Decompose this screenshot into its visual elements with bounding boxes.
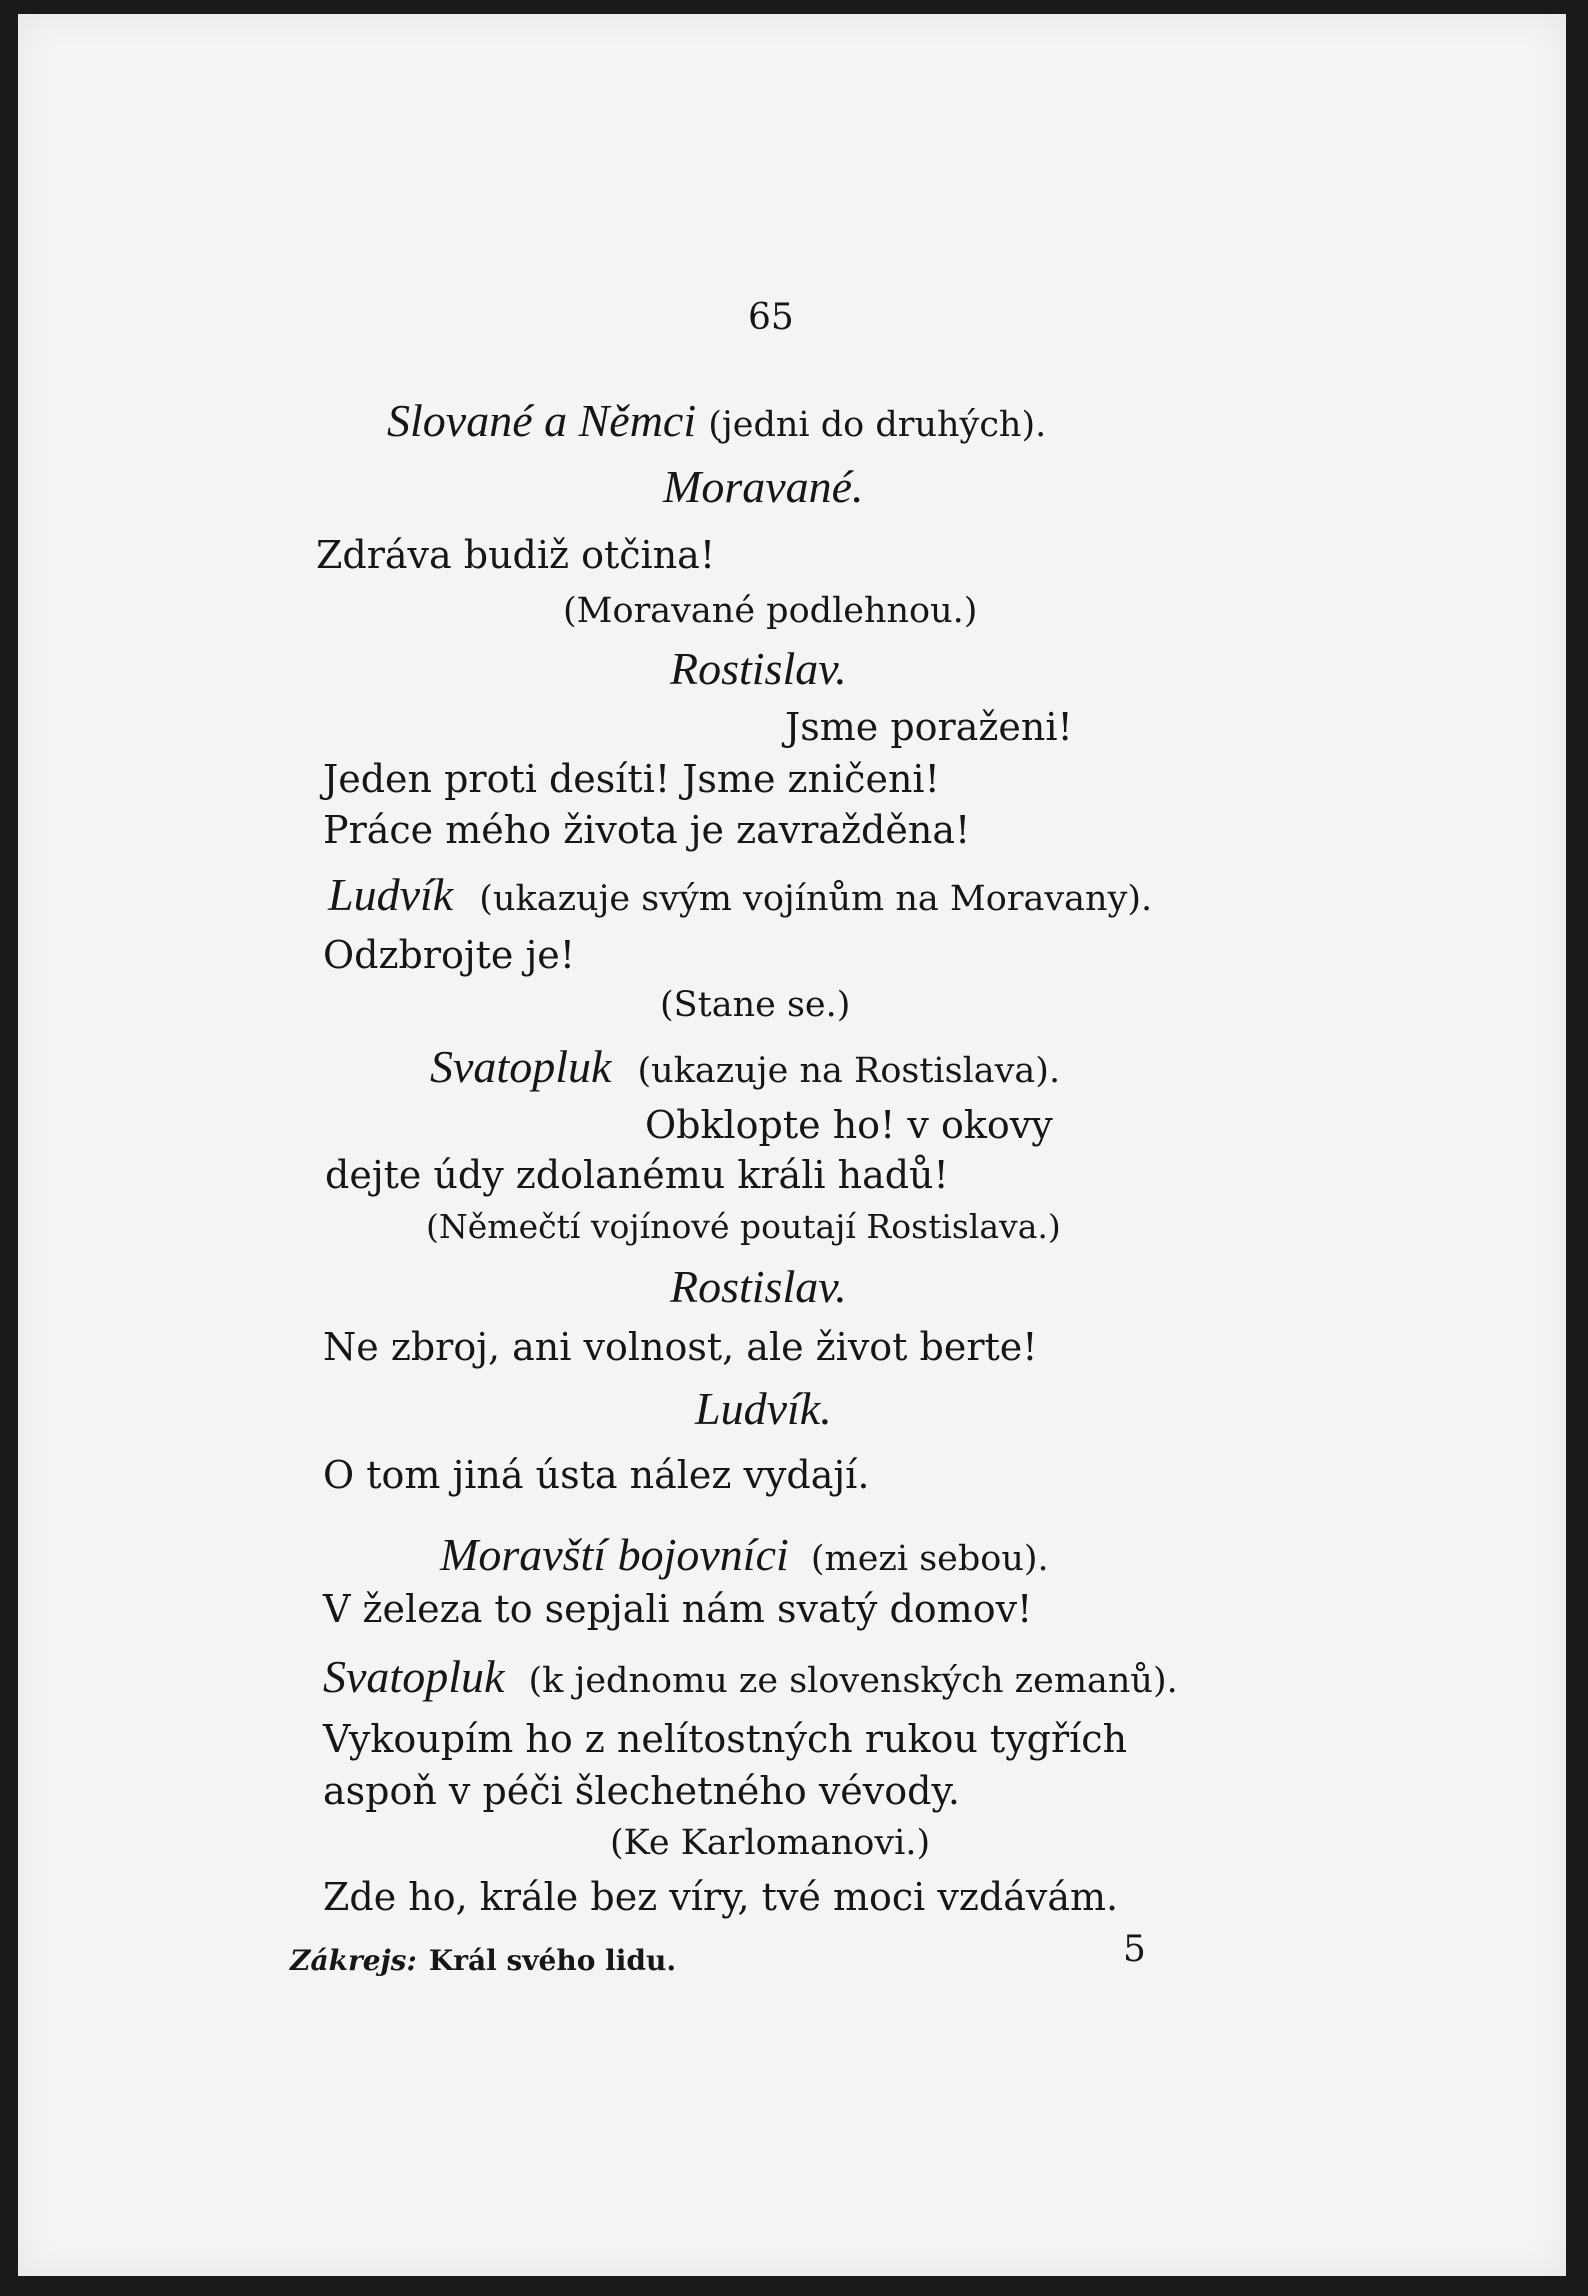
stage-direction: (Stane se.) bbox=[660, 985, 851, 1025]
speaker-name: Svatopluk bbox=[323, 1651, 505, 1702]
verse-line: dejte údy zdolanému králi hadů! bbox=[325, 1153, 949, 1197]
book-page bbox=[18, 14, 1566, 2276]
speaker-name: Moravští bojovníci bbox=[440, 1529, 789, 1580]
speaker-name: Ludvík bbox=[328, 869, 454, 920]
verse-line: Zde ho, krále bez víry, tvé moci vzdávám. bbox=[323, 1875, 1119, 1919]
verse-line: Zdráva budiž otčina! bbox=[316, 533, 716, 577]
speaker-name: Rostislav. bbox=[670, 643, 847, 694]
speaker-line bbox=[387, 395, 1047, 446]
stage-direction: (Ke Karlomanovi.) bbox=[610, 1823, 931, 1863]
page-footer bbox=[290, 1938, 676, 1976]
verse-line: Obklopte ho! v okovy bbox=[645, 1103, 1053, 1147]
footer-author: Zákrejs: bbox=[290, 1944, 417, 1977]
speaker-name: Rostislav. bbox=[670, 1261, 847, 1312]
verse-line: Práce mého života je zavražděna! bbox=[323, 808, 971, 852]
speaker-line bbox=[323, 1651, 1178, 1702]
speaker-name: Ludvík. bbox=[695, 1383, 832, 1434]
stage-direction: (ukazuje na Rostislava). bbox=[637, 1051, 1061, 1091]
stage-direction: (Moravané podlehnou.) bbox=[563, 591, 978, 631]
verse-line: O tom jiná ústa nález vydají. bbox=[323, 1453, 870, 1497]
verse-line: Jsme poraženi! bbox=[785, 705, 1073, 749]
speaker-line bbox=[430, 1041, 1061, 1092]
stage-direction: (ukazuje svým vojínům na Moravany). bbox=[479, 879, 1153, 919]
page-number: 65 bbox=[748, 297, 794, 338]
speaker-name: Slované a Němci bbox=[387, 395, 697, 446]
stage-direction: (k jednomu ze slovenských zemanů). bbox=[528, 1661, 1178, 1701]
speaker-heading bbox=[695, 1383, 832, 1434]
sheet-signature-number: 5 bbox=[1123, 1929, 1146, 1970]
speaker-heading bbox=[670, 1261, 847, 1312]
verse-line: Vykoupím ho z nelítostných rukou tygřích bbox=[323, 1717, 1128, 1761]
speaker-heading bbox=[663, 461, 864, 512]
verse-line: Odzbrojte je! bbox=[323, 933, 576, 977]
stage-direction: (mezi sebou). bbox=[810, 1539, 1049, 1579]
speaker-name: Moravané. bbox=[663, 461, 864, 512]
verse-line: Ne zbroj, ani volnost, ale život berte! bbox=[323, 1325, 1038, 1369]
speaker-line bbox=[440, 1529, 1049, 1580]
verse-line: aspoň v péči šlechetného vévody. bbox=[323, 1769, 960, 1813]
verse-line: Jeden proti desíti! Jsme zničeni! bbox=[323, 757, 940, 801]
speaker-heading bbox=[670, 643, 847, 694]
stage-direction: (Němečtí vojínové poutají Rostislava.) bbox=[426, 1207, 1061, 1246]
stage-direction: (jedni do druhých). bbox=[708, 405, 1047, 445]
speaker-line bbox=[328, 869, 1153, 920]
verse-line: V železa to sepjali nám svatý domov! bbox=[323, 1587, 1033, 1631]
footer-title: Král svého lidu. bbox=[428, 1944, 677, 1977]
speaker-name: Svatopluk bbox=[430, 1041, 612, 1092]
